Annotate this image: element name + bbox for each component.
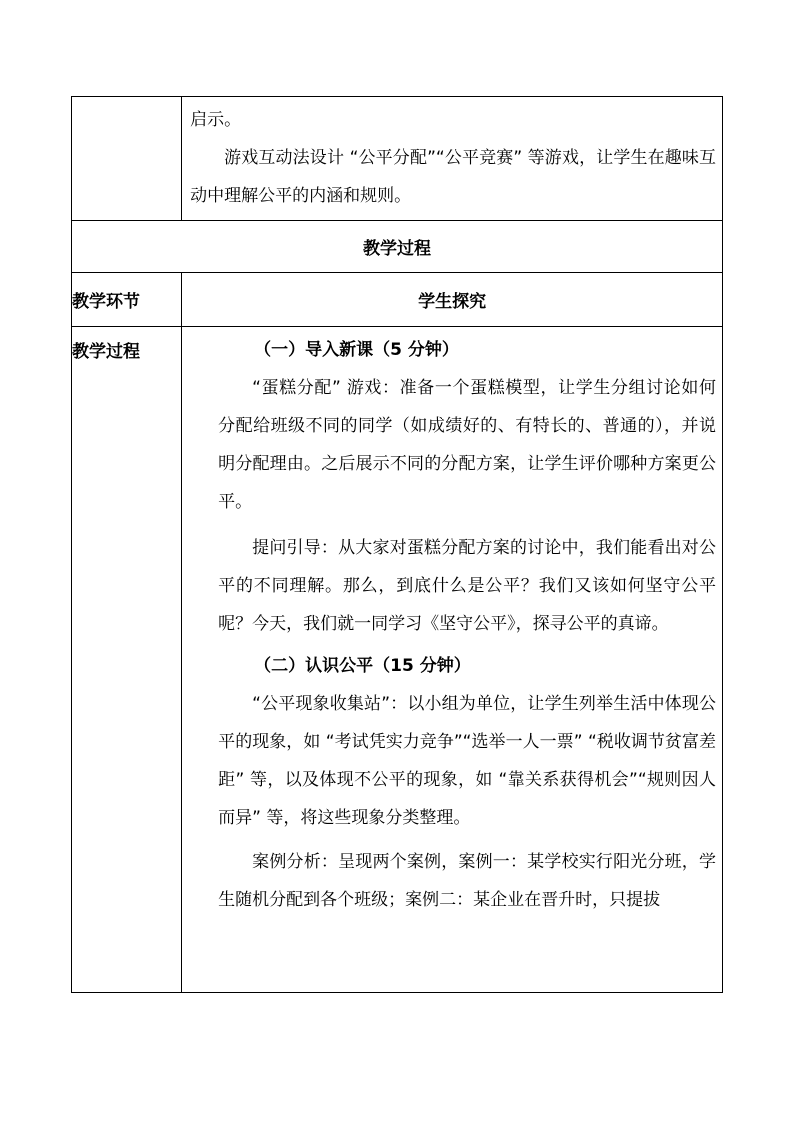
- column-header-row: [72, 273, 723, 327]
- lesson-plan-table: [71, 96, 723, 993]
- empty-label-cell: [72, 97, 182, 221]
- process-header-row: [72, 221, 723, 273]
- column-header-stage: 教学环节: [72, 273, 182, 327]
- methods-cell: [182, 97, 723, 221]
- process-header: 教学过程: [72, 221, 723, 273]
- methods-line-1: 启示。: [190, 110, 242, 130]
- section-2-title: （二）认识公平（15 分钟）: [254, 656, 471, 676]
- process-label-text: 教学过程: [72, 342, 140, 362]
- methods-line-2: 游戏互动法设计 “公平分配”“公平竞赛” 等游戏，让学生在趣味互动中理解公平的内涵和规则。: [190, 148, 716, 206]
- methods-continuation-row: [72, 97, 723, 221]
- process-content-row: [72, 327, 723, 993]
- section-1-title: （一）导入新课（5 分钟）: [254, 340, 459, 360]
- section-1-paragraph-1: “蛋糕分配” 游戏：准备一个蛋糕模型，让学生分组讨论如何分配给班级不同的同学（如成绩好的、有特长的、普通的），并说明分配理由。之后展示不同的分配方案，让学生评价哪种方案更公平。: [218, 378, 716, 512]
- section-2-paragraph-1: “公平现象收集站”：以小组为单位，让学生列举生活中体现公平的现象，如 “考试凭实力竞争”“选举一人一票” “税收调节贫富差距” 等，以及体现不公平的现象，如 “靠关系获得机会”“规则因人而异” 等，将这些现象分类整理。: [218, 694, 716, 828]
- column-header-inquiry: 学生探究: [182, 273, 723, 327]
- process-label: [72, 327, 182, 993]
- section-1-paragraph-2: 提问引导：从大家对蛋糕分配方案的讨论中，我们能看出对公平的不同理解。那么，到底什么是公平？我们又该如何坚守公平呢？今天，我们就一同学习《坚守公平》，探寻公平的真谛。: [218, 538, 716, 634]
- process-content-cell: [182, 327, 723, 993]
- section-2-paragraph-2: 案例分析：呈现两个案例，案例一：某学校实行阳光分班，学生随机分配到各个班级；案例二：某企业在晋升时，只提拔: [218, 852, 716, 910]
